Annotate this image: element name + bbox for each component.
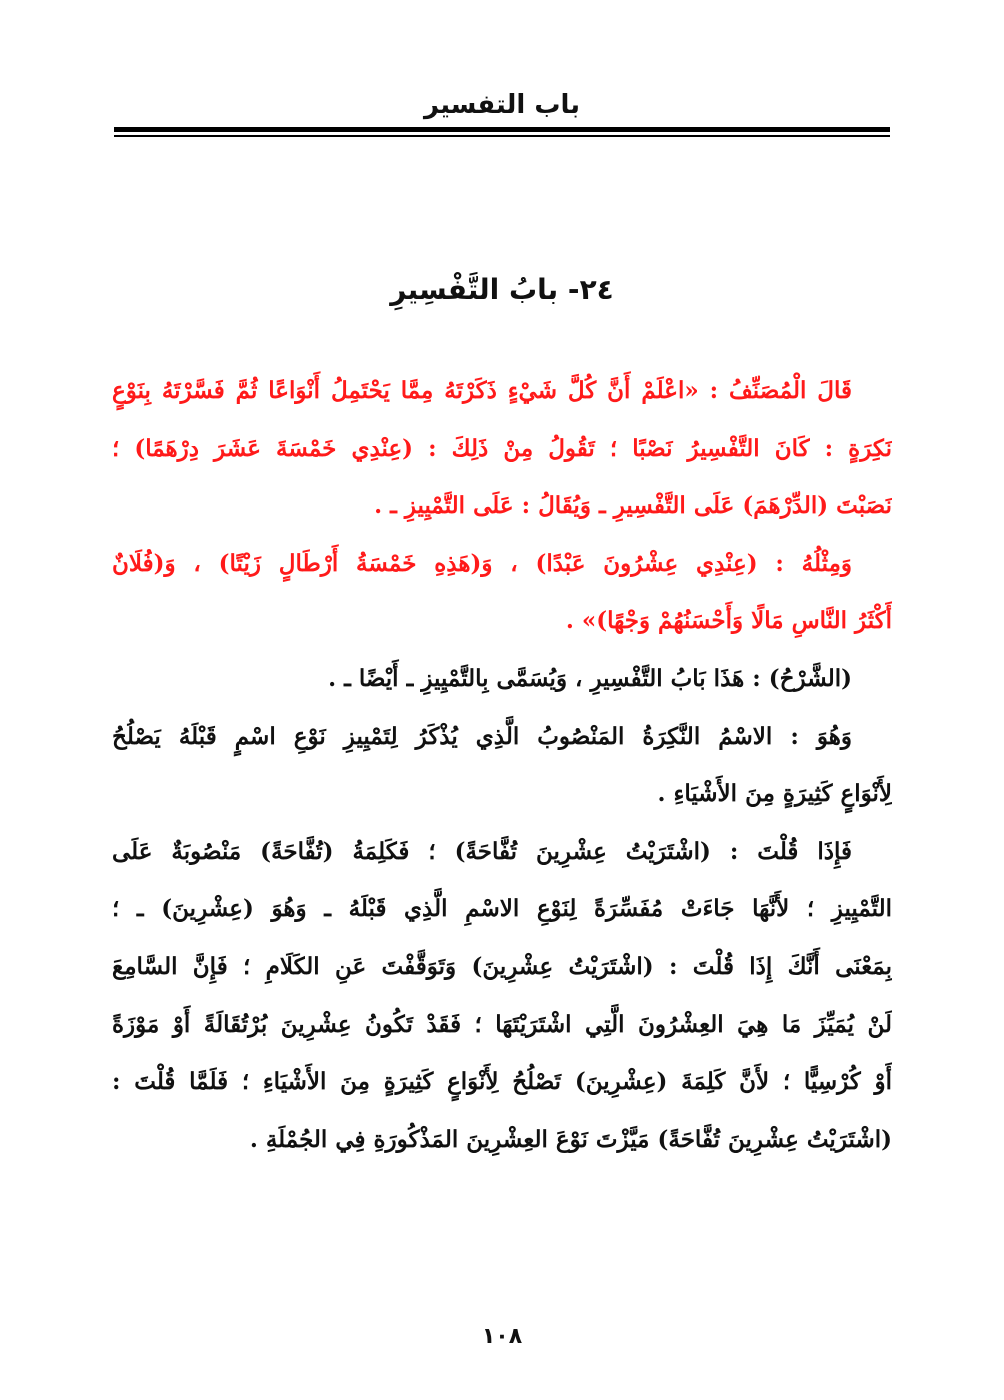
text-line: أَوْ كُرْسِيًّا ؛ لأَنَّ كَلِمَةَ (عِشْرِينَ) تَصْلُحُ لِأَنْوَاعٍ كَثِيرَةٍ مِنَ الأَشْيَاءِ ؛ فَلَمَّا قُلْتَ :: [112, 1068, 892, 1096]
header-rule-thick: [114, 127, 890, 132]
text-line: قَالَ الْمُصَنِّفُ : «اعْلَمْ أَنَّ كُلَّ شَيْءٍ ذَكَرْتَهُ مِمَّا يَحْتَمِلُ أَنْوَاعًا ثُمَّ فَسَّرْتَهُ بِنَوْعٍ: [112, 377, 852, 404]
page-body: [112, 362, 892, 1168]
text-line: أَكْثَرُ النَّاسِ مَالًا وَأَحْسَنُهُمْ وَجْهًا)» .: [565, 607, 892, 635]
text-line: نَصَبْتَ (الدِّرْهَمَ) عَلَى التَّفْسِيرِ ـ وَيُقَالُ : عَلَى التَّمْيِيزِ ـ .: [374, 492, 892, 520]
text-line: وَمِثْلُهُ : (عِنْدِي عِشْرُونَ عَبْدًا) ، وَ(هَذِهِ خَمْسَةُ أَرْطَالٍ زَيْتًا) ، وَ(فُلَانٌ: [112, 549, 852, 577]
text-line: (اشْتَرَيْتُ عِشْرِينَ تُفَّاحَةً) مَيَّزْتَ نَوْعَ العِشْرِينَ المَذْكُورَةِ فِي الجُمْلَةِ .: [249, 1125, 892, 1153]
text-line: فَإِذَا قُلْتَ : (اشْتَرَيْتُ عِشْرِينَ تُفَّاحَةً) ؛ فَكَلِمَةُ (تُفَّاحَةً) مَنْصُوبَةٌ عَلَى: [112, 837, 852, 865]
text-line: وَهُوَ : الاسْمُ النَّكِرَةُ المَنْصُوبُ الَّذِي يُذْكَرُ لِتَمْيِيزِ نَوْعِ اسْمٍ قَبْلَهُ يَصْلُحُ: [112, 722, 852, 750]
text-line: لِأَنْوَاعٍ كَثِيرَةٍ مِنَ الأَشْيَاءِ .: [657, 780, 892, 808]
page-number: ١٠٨: [481, 1324, 523, 1349]
header-rule-thin: [114, 135, 890, 137]
text-line: لَنْ يُمَيِّزَ مَا هِيَ العِشْرُونَ الَّتِي اشْتَرَيْتَهَا ؛ فَقَدْ تَكُونُ عِشْرِينَ بُرْتُقَالَةً أَوْ مَوْزَةً: [112, 1010, 892, 1038]
text-line: التَّمْيِيزِ ؛ لأَنَّهَا جَاءَتْ مُفَسِّرَةً لِنَوْعِ الاسْمِ الَّذِي قَبْلَهُ ـ وَهُوَ (عِشْرِينَ) ـ ؛: [112, 895, 892, 923]
chapter-title: ٢٤- بابُ التَّفْسِيرِ: [390, 273, 614, 306]
text-line: (الشَّرْحُ) : هَذَا بَابُ التَّفْسِيرِ ، وَيُسَمَّى بِالتَّمْيِيزِ ـ أَيْضًا ـ .: [328, 664, 852, 692]
text-line: نَكِرَةٍ : كَانَ التَّفْسِيرُ نَصْبًا ؛ تَقُولُ مِنْ ذَلِكَ : (عِنْدِي خَمْسَةَ عَشَرَ دِرْهَمًا) ؛: [112, 434, 892, 462]
running-head: باب التفسير: [424, 90, 580, 120]
text-line: بِمَعْنَى أَنَّكَ إِذَا قُلْتَ : (اشْتَرَيْتُ عِشْرِينَ) وَتَوَقَّفْتَ عَنِ الكَلَامِ ؛ فَإِنَّ السَّامِعَ: [112, 952, 892, 980]
